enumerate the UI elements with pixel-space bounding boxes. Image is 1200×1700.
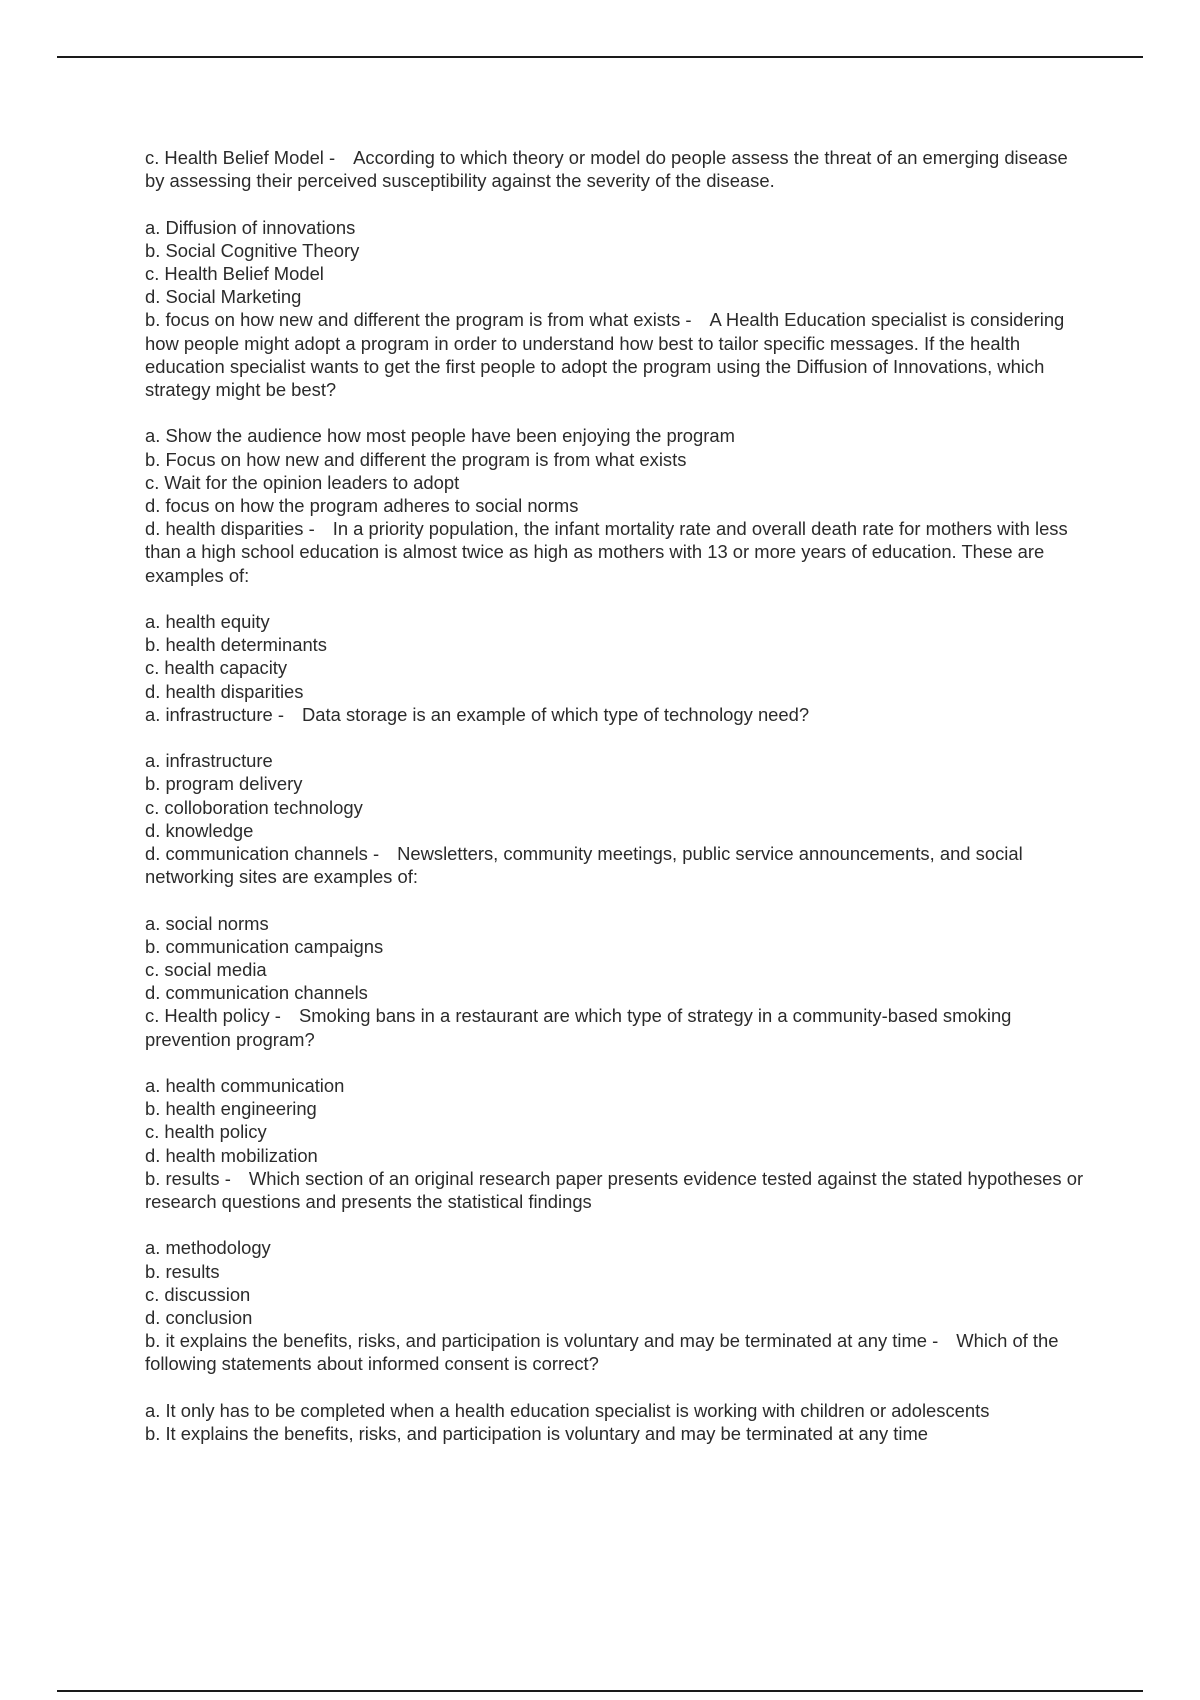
qa-item-1 <box>145 146 1085 308</box>
option-item: b. Focus on how new and different the program is from what exists <box>145 448 687 470</box>
qa-item-8 <box>145 1329 1085 1445</box>
question-text: In a priority population, the infant mortality rate and overall death rate for mothers with less than a high school education is almost twice as high as mothers with 13 or more years of education. These are examples of: <box>145 518 1068 586</box>
footer-rule <box>57 1690 1143 1692</box>
answer-text: a. infrastructure - <box>145 703 284 725</box>
question-text: Which of the following statements about informed consent is correct? <box>145 1330 1059 1375</box>
option-item: d. communication channels <box>145 982 368 1004</box>
option-item: c. Health Belief Model <box>145 263 324 284</box>
option-item: c. health policy <box>145 1121 267 1143</box>
question-text: Newsletters, community meetings, public service announcements, and social networking sites are examples of: <box>145 843 1023 888</box>
option-item: c. social media <box>145 959 267 981</box>
answer-text: b. results - <box>145 1167 231 1189</box>
option-item: a. health equity <box>145 611 270 633</box>
option-item: d. health mobilization <box>145 1144 318 1166</box>
qa-item-7 <box>145 1167 1085 1329</box>
option-item: a. Diffusion of innovations <box>145 216 356 238</box>
answer-text: d. communication channels - <box>145 843 380 865</box>
qa-item-2 <box>145 308 1085 517</box>
options-list <box>145 216 1085 309</box>
qa-item-4 <box>145 703 1085 842</box>
options-list <box>145 424 1085 517</box>
qa-head <box>145 1167 1085 1213</box>
option-item: b. Social Cognitive Theory <box>145 239 360 261</box>
question-text: According to which theory or model do people assess the threat of an emerging disease by assessing their perceived susceptibility against the severity of the disease. <box>145 147 1068 192</box>
option-item: d. focus on how the program adheres to social norms <box>145 495 579 517</box>
options-list <box>145 1074 1085 1167</box>
qa-head <box>145 1329 1085 1375</box>
option-item: a. methodology <box>145 1237 271 1259</box>
option-item: c. Wait for the opinion leaders to adopt <box>145 471 460 493</box>
option-item: a. social norms <box>145 912 269 934</box>
option-item: c. discussion <box>145 1283 251 1305</box>
options-list <box>145 610 1085 703</box>
option-item: b. health determinants <box>145 634 327 656</box>
qa-item-5 <box>145 842 1085 1004</box>
option-item: b. communication campaigns <box>145 935 384 957</box>
options-list <box>145 1236 1085 1329</box>
answer-text: b. it explains the benefits, risks, and participation is voluntary and may be terminated at any time - <box>145 1330 939 1352</box>
options-list <box>145 912 1085 1005</box>
question-text: A Health Education specialist is considering how people might adopt a program in order to understand how best to tailor specific messages. If the health education specialist wants to get the first people to adopt the program using the Diffusion of Innovations, which strategy might be best? <box>145 309 1065 401</box>
qa-head <box>145 703 1085 726</box>
option-item: d. health disparities <box>145 680 304 702</box>
qa-head <box>145 308 1085 401</box>
option-item: d. conclusion <box>145 1307 253 1329</box>
qa-head <box>145 146 1085 192</box>
question-text: Which section of an original research paper presents evidence tested against the stated hypotheses or research questions and presents the statistical findings <box>145 1167 1084 1213</box>
option-item: a. health communication <box>145 1075 345 1097</box>
option-item: a. It only has to be completed when a health education specialist is working with children or adolescents <box>145 1399 990 1421</box>
qa-item-3 <box>145 517 1085 703</box>
option-item: b. results <box>145 1260 220 1282</box>
qa-content <box>145 146 1085 1445</box>
answer-text: d. health disparities - <box>145 518 315 540</box>
qa-head <box>145 1004 1085 1050</box>
qa-head <box>145 517 1085 587</box>
option-item: d. Social Marketing <box>145 286 302 308</box>
question-text: Smoking bans in a restaurant are which type of strategy in a community-based smoking prevention program? <box>145 1005 1012 1050</box>
options-list <box>145 749 1085 842</box>
option-item: a. infrastructure <box>145 750 273 772</box>
options-list <box>145 1399 1085 1445</box>
option-item: a. Show the audience how most people have been enjoying the program <box>145 425 735 447</box>
option-item: b. It explains the benefits, risks, and participation is voluntary and may be terminated at any time <box>145 1423 929 1445</box>
option-item: c. colloboration technology <box>145 796 363 818</box>
answer-text: c. Health policy - <box>145 1005 281 1027</box>
question-text: Data storage is an example of which type of technology need? <box>302 703 810 725</box>
option-item: d. knowledge <box>145 819 254 841</box>
qa-item-6 <box>145 1004 1085 1166</box>
header-rule <box>57 56 1143 58</box>
option-item: c. health capacity <box>145 657 288 679</box>
option-item: b. program delivery <box>145 773 303 795</box>
qa-head <box>145 842 1085 888</box>
option-item: b. health engineering <box>145 1098 317 1120</box>
answer-text: b. focus on how new and different the program is from what exists - <box>145 309 692 331</box>
answer-text: c. Health Belief Model - <box>145 147 336 168</box>
